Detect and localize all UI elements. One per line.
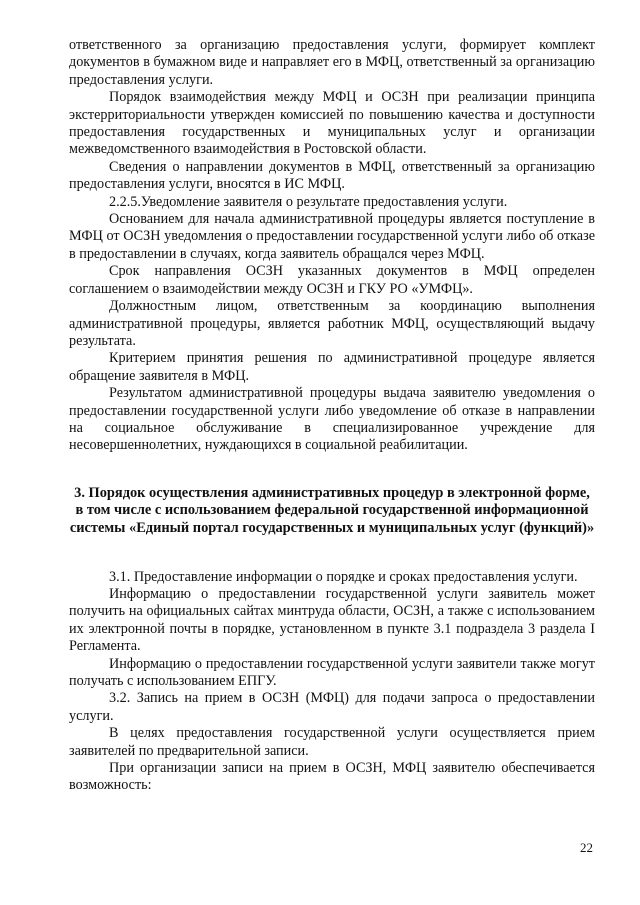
page-number: 22 (580, 840, 593, 855)
paragraph: При организации записи на прием в ОСЗН, МФЦ заявителю обеспечивается возможность: (69, 760, 595, 794)
paragraph: ответственного за организацию предоставления услуги, формирует комплект документов в бумажном виде и направляет его в МФЦ, ответственный за организацию предоставления услуги. (69, 37, 595, 88)
paragraph: Информацию о предоставлении государственной услуги заявитель может получить на официальных сайтах минтруда области, ОСЗН, а также с использованием их электронной почты в порядке, установленном в пункте 3.1 подраздела 3 раздела I Регламента. (69, 585, 595, 655)
paragraph: В целях предоставления государственной услуги осуществляется прием заявителей по предварительной записи. (69, 725, 595, 759)
subsection-title: 3.1. Предоставление информации о порядке и сроках предоставления услуги. (109, 568, 578, 585)
paragraph: Должностным лицом, ответственным за координацию выполнения административной процедуры, является работник МФЦ, осуществляющий выдачу результата. (69, 298, 595, 349)
paragraph: Результатом административной процедуры выдача заявителю уведомления о предоставлении государственной услуги либо уведомление об отказе в направлении на социальное обслуживание в специализированное учреждение для несовершеннолетних, нуждающихся в социальной реабилитации. (69, 385, 595, 454)
paragraph: Порядок взаимодействия между МФЦ и ОСЗН при реализации принципа экстерриториальности утвержден комиссией по повышению качества и доступности предоставления государственных и муниципальных услуг и организации межведомственного взаимодействия в Ростовской области. (69, 89, 595, 158)
paragraph: Срок направления ОСЗН указанных документов в МФЦ определен соглашением о взаимодействии между ОСЗН и ГКУ РО «УМФЦ». (69, 263, 595, 297)
subsection-title: 3.2. Запись на прием в ОСЗН (МФЦ) для подачи запроса о предоставлении услуги. (69, 690, 595, 724)
paragraph: Основанием для начала административной процедуры является поступление в МФЦ от ОСЗН уведомления о предоставлении государственной услуги либо об отказе в предоставлении в случаях, когда заявитель обращался через МФЦ. (69, 211, 595, 262)
section-heading: 3. Порядок осуществления административных процедур в электронной форме, в том числе с использованием федеральной государственной информационной системы «Единый портал государственных и муниципальных услуг (функций)» (69, 484, 595, 536)
paragraph: Информацию о предоставлении государственной услуги заявители также могут получать с использованием ЕПГУ. (69, 655, 595, 689)
paragraph: Сведения о направлении документов в МФЦ, ответственный за организацию предоставления услуги, вносятся в ИС МФЦ. (69, 158, 595, 193)
document-page (69, 37, 595, 795)
subsection-title: 2.2.5.Уведомление заявителя о результате предоставления услуги. (109, 193, 508, 210)
paragraph: Критерием принятия решения по административной процедуре является обращение заявителя в МФЦ. (69, 350, 595, 384)
